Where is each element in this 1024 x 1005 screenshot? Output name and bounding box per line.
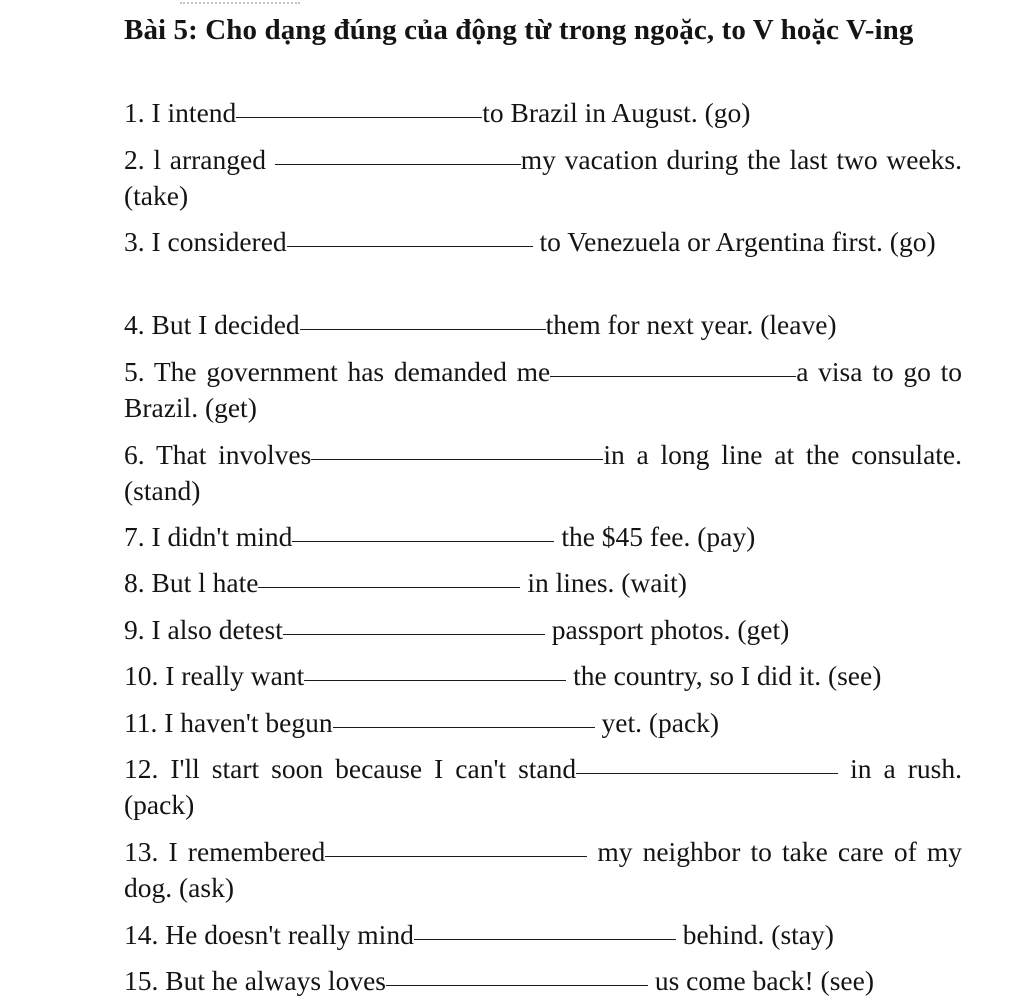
item-text-before: He doesn't really mind: [165, 919, 414, 950]
answer-blank-5[interactable]: [550, 354, 796, 377]
answer-input-4[interactable]: [300, 314, 546, 336]
item-text-after: in a long line at the consulate. (stand): [124, 439, 962, 506]
answer-blank-3[interactable]: [287, 224, 533, 247]
item-number: 15.: [124, 965, 159, 996]
item-number: 9.: [124, 614, 145, 645]
answer-input-15[interactable]: [386, 970, 648, 992]
worksheet: [124, 0, 962, 1005]
answer-input-14[interactable]: [414, 924, 676, 946]
answer-input-7[interactable]: [292, 526, 554, 548]
answer-blank-2[interactable]: [275, 142, 521, 165]
item-text-after: the country, so I did it. (see): [573, 660, 882, 691]
item-text-before: I didn't mind: [151, 521, 293, 552]
exercise-item-12: [124, 751, 962, 823]
item-text-after: yet. (pack): [601, 707, 720, 738]
item-number: 5.: [124, 356, 145, 387]
item-text-before: The government has demanded me: [153, 356, 551, 387]
item-number: 7.: [124, 521, 145, 552]
exercise-item-4: [124, 307, 962, 343]
answer-input-3[interactable]: [287, 231, 533, 253]
answer-blank-10[interactable]: [304, 658, 566, 681]
exercise-item-15: [124, 963, 962, 999]
item-text-before: I really want: [165, 660, 305, 691]
item-text-before: I also detest: [151, 614, 283, 645]
item-text-before: But he always loves: [165, 965, 386, 996]
item-number: 1.: [124, 97, 145, 128]
answer-input-10[interactable]: [304, 665, 566, 687]
item-text-after: a visa to go to Brazil. (get): [124, 356, 962, 423]
item-text-before: I'll start soon because I can't stand: [170, 753, 577, 784]
item-text-before: I intend: [151, 97, 237, 128]
answer-input-9[interactable]: [283, 619, 545, 641]
item-text-after: the $45 fee. (pay): [561, 521, 756, 552]
exercise-item-10: [124, 658, 962, 694]
exercise-item-2: [124, 142, 962, 214]
answer-input-13[interactable]: [325, 841, 587, 863]
answer-blank-6[interactable]: [311, 437, 603, 460]
exercise-title: Bài 5: Cho dạng đúng của động từ trong ngoặc, to V hoặc V-ing: [124, 14, 914, 46]
item-text-before: But I decided: [151, 309, 300, 340]
exercise-item-3: [124, 224, 962, 260]
item-number: 11.: [124, 707, 158, 738]
item-text-after: my neighbor to take care of my dog. (ask): [124, 836, 962, 903]
answer-blank-11[interactable]: [333, 705, 595, 728]
item-text-after: to Venezuela or Argentina first. (go): [539, 226, 936, 257]
item-number: 12.: [124, 753, 159, 784]
item-number: 4.: [124, 309, 145, 340]
item-number: 8.: [124, 567, 145, 598]
exercise-item-9: [124, 612, 962, 648]
item-text-before: I haven't begun: [164, 707, 333, 738]
answer-blank-7[interactable]: [292, 519, 554, 542]
item-text-after: in a rush. (pack): [124, 753, 963, 820]
exercise-item-5: [124, 354, 962, 426]
answer-blank-12[interactable]: [576, 751, 838, 774]
item-text-after: my vacation during the last two weeks. (take): [124, 144, 963, 211]
answer-blank-1[interactable]: [236, 95, 482, 118]
answer-blank-8[interactable]: [258, 565, 520, 588]
answer-input-12[interactable]: [576, 758, 838, 780]
item-text-before: But l hate: [151, 567, 259, 598]
answer-blank-15[interactable]: [386, 963, 648, 986]
item-text-after: to Brazil in August. (go): [482, 97, 751, 128]
answer-input-1[interactable]: [236, 102, 482, 124]
exercise-item-8: [124, 565, 962, 601]
item-text-before: I considered: [151, 226, 287, 257]
item-number: 3.: [124, 226, 145, 257]
item-text-before: l arranged: [153, 144, 266, 175]
answer-blank-13[interactable]: [325, 834, 587, 857]
item-text-after: us come back! (see): [654, 965, 874, 996]
item-number: 13.: [124, 836, 159, 867]
answer-input-5[interactable]: [550, 361, 796, 383]
exercise-item-13: [124, 834, 962, 906]
answer-blank-14[interactable]: [414, 917, 676, 940]
item-text-before: I remembered: [168, 836, 326, 867]
item-text-after: passport photos. (get): [551, 614, 790, 645]
item-number: 10.: [124, 660, 159, 691]
exercise-item-14: [124, 917, 962, 953]
answer-blank-9[interactable]: [283, 612, 545, 635]
item-text-before: That involves: [155, 439, 312, 470]
answer-input-2[interactable]: [275, 149, 521, 171]
exercise-item-7: [124, 519, 962, 555]
item-number: 14.: [124, 919, 159, 950]
answer-input-11[interactable]: [333, 712, 595, 734]
item-text-after: in lines. (wait): [527, 567, 687, 598]
item-number: 6.: [124, 439, 145, 470]
answer-input-6[interactable]: [311, 444, 603, 466]
answer-blank-4[interactable]: [300, 307, 546, 330]
exercise-item-6: [124, 437, 962, 509]
exercise-item-1: [124, 95, 962, 131]
item-text-after: them for next year. (leave): [545, 309, 837, 340]
exercise-item-11: [124, 705, 962, 741]
item-text-after: behind. (stay): [682, 919, 834, 950]
item-number: 2.: [124, 144, 145, 175]
answer-input-8[interactable]: [258, 572, 520, 594]
